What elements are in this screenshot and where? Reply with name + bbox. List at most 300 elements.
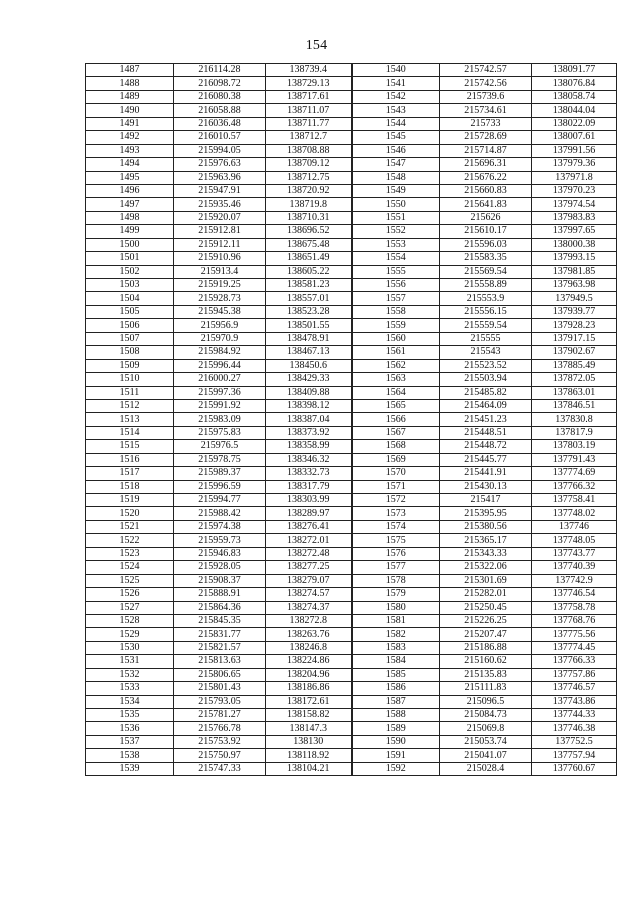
point-number-cell: 1517 bbox=[86, 467, 174, 480]
x-coordinate-cell: 215975.83 bbox=[174, 426, 266, 439]
point-number-cell: 1523 bbox=[86, 547, 174, 560]
x-coordinate-cell: 215559.54 bbox=[440, 319, 532, 332]
table-row bbox=[86, 292, 617, 305]
y-coordinate-cell: 138317.79 bbox=[266, 480, 352, 493]
table-row bbox=[86, 561, 617, 574]
point-number-cell: 1570 bbox=[352, 467, 440, 480]
y-coordinate-cell: 138523.28 bbox=[266, 305, 352, 318]
x-coordinate-cell: 215041.07 bbox=[440, 749, 532, 762]
x-coordinate-cell: 216098.72 bbox=[174, 77, 266, 90]
y-coordinate-cell: 138277.25 bbox=[266, 561, 352, 574]
table-row bbox=[86, 413, 617, 426]
y-coordinate-cell: 138007.61 bbox=[532, 131, 617, 144]
table-row bbox=[86, 507, 617, 520]
x-coordinate-cell: 215451.23 bbox=[440, 413, 532, 426]
table-row bbox=[86, 64, 617, 77]
x-coordinate-cell: 215160.62 bbox=[440, 655, 532, 668]
y-coordinate-cell: 138272.01 bbox=[266, 534, 352, 547]
point-number-cell: 1497 bbox=[86, 198, 174, 211]
x-coordinate-cell: 215610.17 bbox=[440, 225, 532, 238]
x-coordinate-cell: 215583.35 bbox=[440, 252, 532, 265]
table-row bbox=[86, 279, 617, 292]
table-row bbox=[86, 117, 617, 130]
x-coordinate-cell: 215801.43 bbox=[174, 682, 266, 695]
point-number-cell: 1553 bbox=[352, 238, 440, 251]
y-coordinate-cell: 137830.8 bbox=[532, 413, 617, 426]
point-number-cell: 1580 bbox=[352, 601, 440, 614]
point-number-cell: 1574 bbox=[352, 520, 440, 533]
table-row bbox=[86, 655, 617, 668]
point-number-cell: 1586 bbox=[352, 682, 440, 695]
table-row bbox=[86, 305, 617, 318]
table-row bbox=[86, 373, 617, 386]
point-number-cell: 1544 bbox=[352, 117, 440, 130]
point-number-cell: 1541 bbox=[352, 77, 440, 90]
y-coordinate-cell: 138076.84 bbox=[532, 77, 617, 90]
y-coordinate-cell: 138501.55 bbox=[266, 319, 352, 332]
y-coordinate-cell: 138712.75 bbox=[266, 171, 352, 184]
point-number-cell: 1560 bbox=[352, 332, 440, 345]
point-number-cell: 1564 bbox=[352, 386, 440, 399]
table-row bbox=[86, 332, 617, 345]
y-coordinate-cell: 138711.77 bbox=[266, 117, 352, 130]
x-coordinate-cell: 215864.36 bbox=[174, 601, 266, 614]
x-coordinate-cell: 215888.91 bbox=[174, 588, 266, 601]
x-coordinate-cell: 215920.07 bbox=[174, 211, 266, 224]
point-number-cell: 1584 bbox=[352, 655, 440, 668]
point-number-cell: 1505 bbox=[86, 305, 174, 318]
point-number-cell: 1501 bbox=[86, 252, 174, 265]
y-coordinate-cell: 138246.8 bbox=[266, 641, 352, 654]
x-coordinate-cell: 215976.63 bbox=[174, 158, 266, 171]
table-row bbox=[86, 722, 617, 735]
point-number-cell: 1490 bbox=[86, 104, 174, 117]
x-coordinate-cell: 215226.25 bbox=[440, 614, 532, 627]
point-number-cell: 1511 bbox=[86, 386, 174, 399]
x-coordinate-cell: 215928.73 bbox=[174, 292, 266, 305]
table-row bbox=[86, 252, 617, 265]
y-coordinate-cell: 138739.4 bbox=[266, 64, 352, 77]
table-row bbox=[86, 588, 617, 601]
y-coordinate-cell: 138204.96 bbox=[266, 668, 352, 681]
x-coordinate-cell: 215753.92 bbox=[174, 735, 266, 748]
point-number-cell: 1573 bbox=[352, 507, 440, 520]
y-coordinate-cell: 137928.23 bbox=[532, 319, 617, 332]
x-coordinate-cell: 215945.38 bbox=[174, 305, 266, 318]
table-row bbox=[86, 144, 617, 157]
point-number-cell: 1575 bbox=[352, 534, 440, 547]
table-row bbox=[86, 762, 617, 775]
point-number-cell: 1562 bbox=[352, 359, 440, 372]
y-coordinate-cell: 137791.43 bbox=[532, 453, 617, 466]
x-coordinate-cell: 215553.9 bbox=[440, 292, 532, 305]
y-coordinate-cell: 137997.65 bbox=[532, 225, 617, 238]
point-number-cell: 1572 bbox=[352, 494, 440, 507]
x-coordinate-cell: 215766.78 bbox=[174, 722, 266, 735]
x-coordinate-cell: 215676.22 bbox=[440, 171, 532, 184]
table-row bbox=[86, 211, 617, 224]
point-number-cell: 1566 bbox=[352, 413, 440, 426]
table-row bbox=[86, 90, 617, 103]
y-coordinate-cell: 137766.33 bbox=[532, 655, 617, 668]
y-coordinate-cell: 138263.76 bbox=[266, 628, 352, 641]
x-coordinate-cell: 215523.52 bbox=[440, 359, 532, 372]
y-coordinate-cell: 138303.99 bbox=[266, 494, 352, 507]
point-number-cell: 1582 bbox=[352, 628, 440, 641]
point-number-cell: 1558 bbox=[352, 305, 440, 318]
x-coordinate-cell: 215365.17 bbox=[440, 534, 532, 547]
x-coordinate-cell: 215464.09 bbox=[440, 399, 532, 412]
y-coordinate-cell: 137917.15 bbox=[532, 332, 617, 345]
y-coordinate-cell: 138147.3 bbox=[266, 722, 352, 735]
y-coordinate-cell: 138711.07 bbox=[266, 104, 352, 117]
point-number-cell: 1493 bbox=[86, 144, 174, 157]
point-number-cell: 1581 bbox=[352, 614, 440, 627]
point-number-cell: 1535 bbox=[86, 709, 174, 722]
x-coordinate-cell: 215485.82 bbox=[440, 386, 532, 399]
x-coordinate-cell: 215135.83 bbox=[440, 668, 532, 681]
table-row bbox=[86, 104, 617, 117]
x-coordinate-cell: 215660.83 bbox=[440, 184, 532, 197]
point-number-cell: 1569 bbox=[352, 453, 440, 466]
point-number-cell: 1537 bbox=[86, 735, 174, 748]
point-number-cell: 1528 bbox=[86, 614, 174, 627]
point-number-cell: 1547 bbox=[352, 158, 440, 171]
table-row bbox=[86, 749, 617, 762]
table-row bbox=[86, 346, 617, 359]
y-coordinate-cell: 138450.6 bbox=[266, 359, 352, 372]
x-coordinate-cell: 215947.91 bbox=[174, 184, 266, 197]
point-number-cell: 1552 bbox=[352, 225, 440, 238]
x-coordinate-cell: 215186.88 bbox=[440, 641, 532, 654]
point-number-cell: 1520 bbox=[86, 507, 174, 520]
x-coordinate-cell: 215781.27 bbox=[174, 709, 266, 722]
y-coordinate-cell: 138104.21 bbox=[266, 762, 352, 775]
y-coordinate-cell: 138557.01 bbox=[266, 292, 352, 305]
x-coordinate-cell: 215028.4 bbox=[440, 762, 532, 775]
table-row bbox=[86, 131, 617, 144]
y-coordinate-cell: 137971.8 bbox=[532, 171, 617, 184]
point-number-cell: 1546 bbox=[352, 144, 440, 157]
y-coordinate-cell: 138274.57 bbox=[266, 588, 352, 601]
point-number-cell: 1519 bbox=[86, 494, 174, 507]
y-coordinate-cell: 138022.09 bbox=[532, 117, 617, 130]
point-number-cell: 1583 bbox=[352, 641, 440, 654]
point-number-cell: 1506 bbox=[86, 319, 174, 332]
y-coordinate-cell: 138717.61 bbox=[266, 90, 352, 103]
point-number-cell: 1591 bbox=[352, 749, 440, 762]
point-number-cell: 1557 bbox=[352, 292, 440, 305]
point-number-cell: 1529 bbox=[86, 628, 174, 641]
y-coordinate-cell: 138651.49 bbox=[266, 252, 352, 265]
table-row bbox=[86, 426, 617, 439]
x-coordinate-cell: 215343.33 bbox=[440, 547, 532, 560]
y-coordinate-cell: 138709.12 bbox=[266, 158, 352, 171]
point-number-cell: 1521 bbox=[86, 520, 174, 533]
x-coordinate-cell: 215991.92 bbox=[174, 399, 266, 412]
y-coordinate-cell: 138398.12 bbox=[266, 399, 352, 412]
y-coordinate-cell: 138186.86 bbox=[266, 682, 352, 695]
y-coordinate-cell: 138358.99 bbox=[266, 440, 352, 453]
y-coordinate-cell: 137752.5 bbox=[532, 735, 617, 748]
point-number-cell: 1549 bbox=[352, 184, 440, 197]
y-coordinate-cell: 138710.31 bbox=[266, 211, 352, 224]
x-coordinate-cell: 215813.63 bbox=[174, 655, 266, 668]
y-coordinate-cell: 138274.37 bbox=[266, 601, 352, 614]
table-row bbox=[86, 628, 617, 641]
x-coordinate-cell: 215558.89 bbox=[440, 279, 532, 292]
x-coordinate-cell: 215641.83 bbox=[440, 198, 532, 211]
x-coordinate-cell: 215806.65 bbox=[174, 668, 266, 681]
point-number-cell: 1524 bbox=[86, 561, 174, 574]
point-number-cell: 1491 bbox=[86, 117, 174, 130]
y-coordinate-cell: 137817.9 bbox=[532, 426, 617, 439]
x-coordinate-cell: 215503.94 bbox=[440, 373, 532, 386]
x-coordinate-cell: 215994.77 bbox=[174, 494, 266, 507]
x-coordinate-cell: 215430.13 bbox=[440, 480, 532, 493]
y-coordinate-cell: 138289.97 bbox=[266, 507, 352, 520]
y-coordinate-cell: 137748.02 bbox=[532, 507, 617, 520]
table-row bbox=[86, 574, 617, 587]
x-coordinate-cell: 215445.77 bbox=[440, 453, 532, 466]
table-row bbox=[86, 198, 617, 211]
y-coordinate-cell: 137758.78 bbox=[532, 601, 617, 614]
point-number-cell: 1522 bbox=[86, 534, 174, 547]
x-coordinate-cell: 215417 bbox=[440, 494, 532, 507]
y-coordinate-cell: 137991.56 bbox=[532, 144, 617, 157]
point-number-cell: 1531 bbox=[86, 655, 174, 668]
table-row bbox=[86, 265, 617, 278]
x-coordinate-cell: 215739.6 bbox=[440, 90, 532, 103]
table-row bbox=[86, 520, 617, 533]
x-coordinate-cell: 215989.37 bbox=[174, 467, 266, 480]
point-number-cell: 1592 bbox=[352, 762, 440, 775]
x-coordinate-cell: 216080.38 bbox=[174, 90, 266, 103]
y-coordinate-cell: 137743.86 bbox=[532, 695, 617, 708]
x-coordinate-cell: 215996.44 bbox=[174, 359, 266, 372]
y-coordinate-cell: 138373.92 bbox=[266, 426, 352, 439]
table-row bbox=[86, 601, 617, 614]
x-coordinate-cell: 215956.9 bbox=[174, 319, 266, 332]
y-coordinate-cell: 137774.45 bbox=[532, 641, 617, 654]
point-number-cell: 1534 bbox=[86, 695, 174, 708]
point-number-cell: 1516 bbox=[86, 453, 174, 466]
x-coordinate-cell: 215974.38 bbox=[174, 520, 266, 533]
y-coordinate-cell: 138346.32 bbox=[266, 453, 352, 466]
point-number-cell: 1559 bbox=[352, 319, 440, 332]
y-coordinate-cell: 137746.38 bbox=[532, 722, 617, 735]
x-coordinate-cell: 215728.69 bbox=[440, 131, 532, 144]
point-number-cell: 1492 bbox=[86, 131, 174, 144]
point-number-cell: 1565 bbox=[352, 399, 440, 412]
x-coordinate-cell: 215053.74 bbox=[440, 735, 532, 748]
y-coordinate-cell: 138272.8 bbox=[266, 614, 352, 627]
x-coordinate-cell: 215282.01 bbox=[440, 588, 532, 601]
point-number-cell: 1499 bbox=[86, 225, 174, 238]
x-coordinate-cell: 215395.95 bbox=[440, 507, 532, 520]
x-coordinate-cell: 215994.05 bbox=[174, 144, 266, 157]
y-coordinate-cell: 138387.04 bbox=[266, 413, 352, 426]
x-coordinate-cell: 215742.56 bbox=[440, 77, 532, 90]
page-number: 154 bbox=[305, 38, 328, 53]
point-number-cell: 1510 bbox=[86, 373, 174, 386]
point-number-cell: 1576 bbox=[352, 547, 440, 560]
x-coordinate-cell: 215988.42 bbox=[174, 507, 266, 520]
y-coordinate-cell: 137760.67 bbox=[532, 762, 617, 775]
point-number-cell: 1587 bbox=[352, 695, 440, 708]
x-coordinate-cell: 215959.73 bbox=[174, 534, 266, 547]
point-number-cell: 1487 bbox=[86, 64, 174, 77]
point-number-cell: 1496 bbox=[86, 184, 174, 197]
y-coordinate-cell: 137846.51 bbox=[532, 399, 617, 412]
x-coordinate-cell: 215380.56 bbox=[440, 520, 532, 533]
x-coordinate-cell: 216036.48 bbox=[174, 117, 266, 130]
y-coordinate-cell: 138130 bbox=[266, 735, 352, 748]
point-number-cell: 1502 bbox=[86, 265, 174, 278]
x-coordinate-cell: 215793.05 bbox=[174, 695, 266, 708]
y-coordinate-cell: 137993.15 bbox=[532, 252, 617, 265]
y-coordinate-cell: 137758.41 bbox=[532, 494, 617, 507]
point-number-cell: 1542 bbox=[352, 90, 440, 103]
x-coordinate-cell: 215555 bbox=[440, 332, 532, 345]
point-number-cell: 1567 bbox=[352, 426, 440, 439]
table-row bbox=[86, 547, 617, 560]
x-coordinate-cell: 215983.09 bbox=[174, 413, 266, 426]
x-coordinate-cell: 215714.87 bbox=[440, 144, 532, 157]
point-number-cell: 1530 bbox=[86, 641, 174, 654]
x-coordinate-cell: 215596.03 bbox=[440, 238, 532, 251]
x-coordinate-cell: 215441.91 bbox=[440, 467, 532, 480]
x-coordinate-cell: 215301.69 bbox=[440, 574, 532, 587]
y-coordinate-cell: 138044.04 bbox=[532, 104, 617, 117]
y-coordinate-cell: 137740.39 bbox=[532, 561, 617, 574]
table-row bbox=[86, 399, 617, 412]
point-number-cell: 1515 bbox=[86, 440, 174, 453]
y-coordinate-cell: 137970.23 bbox=[532, 184, 617, 197]
point-number-cell: 1561 bbox=[352, 346, 440, 359]
point-number-cell: 1488 bbox=[86, 77, 174, 90]
point-number-cell: 1527 bbox=[86, 601, 174, 614]
table-row bbox=[86, 225, 617, 238]
point-number-cell: 1533 bbox=[86, 682, 174, 695]
point-number-cell: 1538 bbox=[86, 749, 174, 762]
table-row bbox=[86, 171, 617, 184]
x-coordinate-cell: 215970.9 bbox=[174, 332, 266, 345]
table-row bbox=[86, 735, 617, 748]
table-row bbox=[86, 77, 617, 90]
y-coordinate-cell: 138118.92 bbox=[266, 749, 352, 762]
point-number-cell: 1512 bbox=[86, 399, 174, 412]
point-number-cell: 1568 bbox=[352, 440, 440, 453]
point-number-cell: 1543 bbox=[352, 104, 440, 117]
y-coordinate-cell: 137949.5 bbox=[532, 292, 617, 305]
table-row bbox=[86, 238, 617, 251]
y-coordinate-cell: 138581.23 bbox=[266, 279, 352, 292]
x-coordinate-cell: 215908.37 bbox=[174, 574, 266, 587]
x-coordinate-cell: 216000.27 bbox=[174, 373, 266, 386]
x-coordinate-cell: 215696.31 bbox=[440, 158, 532, 171]
x-coordinate-cell: 215946.83 bbox=[174, 547, 266, 560]
point-number-cell: 1536 bbox=[86, 722, 174, 735]
x-coordinate-cell: 215976.5 bbox=[174, 440, 266, 453]
x-coordinate-cell: 215750.97 bbox=[174, 749, 266, 762]
table-row bbox=[86, 709, 617, 722]
x-coordinate-cell: 215448.51 bbox=[440, 426, 532, 439]
coordinates-table-body bbox=[86, 64, 617, 776]
table-row bbox=[86, 614, 617, 627]
y-coordinate-cell: 137872.05 bbox=[532, 373, 617, 386]
point-number-cell: 1577 bbox=[352, 561, 440, 574]
point-number-cell: 1489 bbox=[86, 90, 174, 103]
table-row bbox=[86, 494, 617, 507]
y-coordinate-cell: 137742.9 bbox=[532, 574, 617, 587]
table-row bbox=[86, 319, 617, 332]
y-coordinate-cell: 137748.05 bbox=[532, 534, 617, 547]
y-coordinate-cell: 137746.54 bbox=[532, 588, 617, 601]
y-coordinate-cell: 137863.01 bbox=[532, 386, 617, 399]
x-coordinate-cell: 215448.72 bbox=[440, 440, 532, 453]
y-coordinate-cell: 138429.33 bbox=[266, 373, 352, 386]
point-number-cell: 1545 bbox=[352, 131, 440, 144]
point-number-cell: 1556 bbox=[352, 279, 440, 292]
point-number-cell: 1589 bbox=[352, 722, 440, 735]
table-row bbox=[86, 641, 617, 654]
table-row bbox=[86, 480, 617, 493]
point-number-cell: 1495 bbox=[86, 171, 174, 184]
table-row bbox=[86, 158, 617, 171]
y-coordinate-cell: 138696.52 bbox=[266, 225, 352, 238]
y-coordinate-cell: 137963.98 bbox=[532, 279, 617, 292]
y-coordinate-cell: 138224.86 bbox=[266, 655, 352, 668]
x-coordinate-cell: 215845.35 bbox=[174, 614, 266, 627]
y-coordinate-cell: 137939.77 bbox=[532, 305, 617, 318]
x-coordinate-cell: 215978.75 bbox=[174, 453, 266, 466]
point-number-cell: 1540 bbox=[352, 64, 440, 77]
x-coordinate-cell: 216114.28 bbox=[174, 64, 266, 77]
x-coordinate-cell: 216010.57 bbox=[174, 131, 266, 144]
x-coordinate-cell: 215111.83 bbox=[440, 682, 532, 695]
point-number-cell: 1571 bbox=[352, 480, 440, 493]
point-number-cell: 1518 bbox=[86, 480, 174, 493]
point-number-cell: 1503 bbox=[86, 279, 174, 292]
x-coordinate-cell: 215543 bbox=[440, 346, 532, 359]
x-coordinate-cell: 215742.57 bbox=[440, 64, 532, 77]
y-coordinate-cell: 137746.57 bbox=[532, 682, 617, 695]
y-coordinate-cell: 138467.13 bbox=[266, 346, 352, 359]
point-number-cell: 1513 bbox=[86, 413, 174, 426]
table-row bbox=[86, 440, 617, 453]
point-number-cell: 1539 bbox=[86, 762, 174, 775]
y-coordinate-cell: 138675.48 bbox=[266, 238, 352, 251]
y-coordinate-cell: 137757.94 bbox=[532, 749, 617, 762]
y-coordinate-cell: 137774.69 bbox=[532, 467, 617, 480]
x-coordinate-cell: 215963.96 bbox=[174, 171, 266, 184]
point-number-cell: 1590 bbox=[352, 735, 440, 748]
point-number-cell: 1498 bbox=[86, 211, 174, 224]
x-coordinate-cell: 215996.59 bbox=[174, 480, 266, 493]
x-coordinate-cell: 215984.92 bbox=[174, 346, 266, 359]
y-coordinate-cell: 138091.77 bbox=[532, 64, 617, 77]
point-number-cell: 1508 bbox=[86, 346, 174, 359]
point-number-cell: 1550 bbox=[352, 198, 440, 211]
y-coordinate-cell: 138172.61 bbox=[266, 695, 352, 708]
point-number-cell: 1578 bbox=[352, 574, 440, 587]
y-coordinate-cell: 138708.88 bbox=[266, 144, 352, 157]
point-number-cell: 1504 bbox=[86, 292, 174, 305]
table-row bbox=[86, 668, 617, 681]
y-coordinate-cell: 137743.77 bbox=[532, 547, 617, 560]
point-number-cell: 1532 bbox=[86, 668, 174, 681]
